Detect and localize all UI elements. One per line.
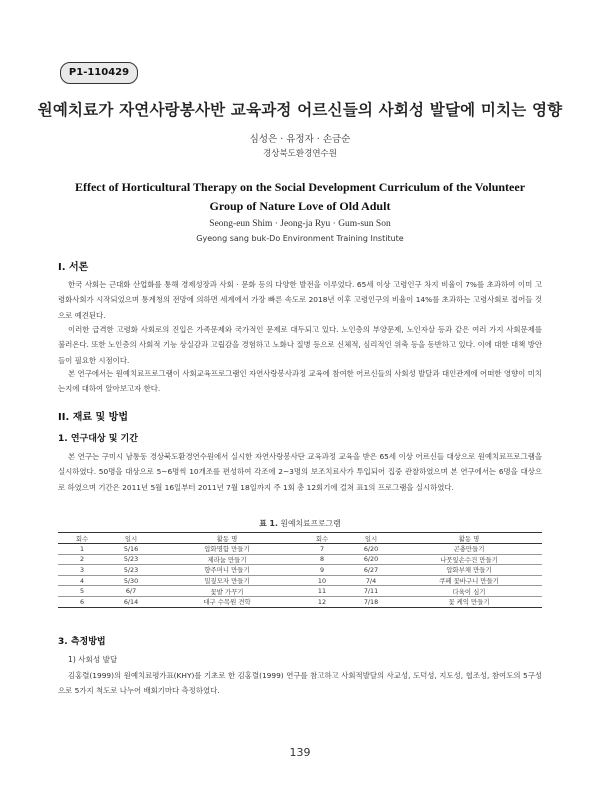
- table-cell: 1: [58, 544, 106, 555]
- table-cell: 7/11: [346, 586, 396, 597]
- section-methods-heading: II. 재료 및 방법: [58, 412, 128, 423]
- table-cell: 6: [58, 596, 106, 607]
- table-cell: 대구 수목원 견학: [156, 596, 298, 607]
- page-number: 139: [289, 746, 311, 759]
- table-row: [58, 586, 542, 597]
- subsection-subjects-heading: 1. 연구대상 및 기간: [58, 434, 138, 444]
- program-table: [58, 532, 542, 608]
- table-header: 활동 명: [396, 533, 542, 544]
- table-header: 회수: [58, 533, 106, 544]
- english-title-line-2: Group of Nature Love of Old Adult: [209, 199, 391, 213]
- english-title: [60, 178, 540, 216]
- table-header-row: [58, 533, 542, 544]
- table-cell: 4: [58, 575, 106, 586]
- table-cell: 압화명함 만들기: [156, 544, 298, 555]
- intro-paragraph-2: 이러한 급격한 고령화 사회로의 진입은 가족문제와 국가적인 문제로 대두되고 있다. 노인층의 부양문제, 노인자살 등과 같은 여러 가지 사회문제를 불러온다. 또한 노인층의 사회적 기능 상실감과 고립감을 경험하고 노화나 질병 등으로 신체적, 심리적인 위축 등을 동반하고 있다. 이에 대한 대책 방안들이 필요한 시점이다.: [58, 325, 542, 365]
- table-cell: 5/23: [106, 565, 156, 576]
- table-cell: 6/20: [346, 554, 396, 565]
- table-cell: 6/7: [106, 586, 156, 597]
- table-cell: 8: [298, 554, 346, 565]
- table-cell: 7/4: [346, 575, 396, 586]
- table-cell: 11: [298, 586, 346, 597]
- table-cell: 제라늄 만들기: [156, 554, 298, 565]
- table-cell: 5: [58, 586, 106, 597]
- table-cell: 꽃밭 가꾸기: [156, 586, 298, 597]
- intro-paragraph-1: 한국 사회는 근대화 산업화를 통해 경제성장과 사회 · 문화 등의 다양한 발전을 이루었다. 65세 이상 고령인구 차지 비율이 7%를 초과하여 이미 고령화사회가 시작되었으며 통계청의 전망에 의하면 세계에서 가장 빠른 속도로 2018년 이후 고령인구의 비율이 14%를 초과하는 고령사회로 접어들 것으로 예견된다.: [58, 280, 542, 320]
- table-cell: 5/23: [106, 554, 156, 565]
- table-caption-prefix: 표 1.: [259, 519, 278, 528]
- table-cell: 나뭇잎손수건 만들기: [396, 554, 542, 565]
- table-cell: 곤충만들기: [396, 544, 542, 555]
- section-introduction-heading: I. 서론: [58, 262, 89, 273]
- table-cell: 7/18: [346, 596, 396, 607]
- table-cell: 2: [58, 554, 106, 565]
- korean-title: 원예치료가 자연사랑봉사반 교육과정 어르신들의 사회성 발달에 미치는 영향: [37, 101, 563, 119]
- table-header: 일시: [346, 533, 396, 544]
- subjects-paragraph: 본 연구는 구미시 남통동 경상북도환경연수원에서 실시한 자연사랑봉사단 교육과정 교육을 받은 65세 이상 어르신들 대상으로 원예치료프로그램을 실시하였다. 50명을 대상으로 5~6명씩 10개조를 편성하여 각조에 2~3명의 보조치료사가 투입되어 집중 관찰하였으며 본 연구에서는 6명을 대상으로 하였으며 기간은 2011년 5월 16일부터 2011년 7월 18일까지 주 1회 총 12회기에 걸쳐 표1의 프로그램을 실시하였다.: [58, 452, 542, 492]
- measurement-item-social-development: 1) 사회성 발달: [68, 655, 118, 664]
- table-caption-text: 원예치료프로그램: [280, 519, 341, 528]
- intro-paragraph-3: 본 연구에서는 원예치료프로그램이 사회교육프로그램인 자연사랑봉사과정 교육에 참여한 어르신들의 사회성 발달과 대인관계에 어떠한 영향이 미치는지에 대하여 알아보고자 한다.: [58, 369, 542, 394]
- table-row: [58, 575, 542, 586]
- table-cell: 6/27: [346, 565, 396, 576]
- table-cell: 7: [298, 544, 346, 555]
- english-affiliation: Gyeong sang buk-Do Environment Training Institute: [196, 234, 404, 243]
- korean-authors: 심성은 · 유정자 · 손금순: [249, 134, 351, 145]
- table-row: [58, 544, 542, 555]
- table-header: 활동 명: [156, 533, 298, 544]
- table-cell: 압화부채 만들기: [396, 565, 542, 576]
- table-row: [58, 596, 542, 607]
- table-cell: 6/20: [346, 544, 396, 555]
- table-caption: [0, 518, 600, 529]
- korean-affiliation: 경상북도환경연수원: [263, 149, 337, 159]
- table-cell: 12: [298, 596, 346, 607]
- table-cell: 5/16: [106, 544, 156, 555]
- table-row: [58, 565, 542, 576]
- table-cell: 밀짚모자 만들기: [156, 575, 298, 586]
- table-cell: 9: [298, 565, 346, 576]
- table-header: 일시: [106, 533, 156, 544]
- table-cell: 3: [58, 565, 106, 576]
- abstract-code-badge: P1-110429: [60, 62, 138, 84]
- measurement-paragraph: 김홍렬(1999)의 원예치료평가표(KHY)를 기초로 한 김홍렬(1999) 연구를 참고하고 사회적발달의 사교성, 도덕성, 지도성, 협조성, 참여도의 5구성으로 5가지 척도로 나누어 배회기마다 측정하였다.: [58, 671, 542, 696]
- table-cell: 쿠페 꽃바구니 만들기: [396, 575, 542, 586]
- table-cell: 5/30: [106, 575, 156, 586]
- english-title-line-1: Effect of Horticultural Therapy on the Social Development Curriculum of the Volunteer: [74, 180, 526, 194]
- table-cell: 6/14: [106, 596, 156, 607]
- table-cell: 10: [298, 575, 346, 586]
- table-cell: 꽃 케익 만들기: [396, 596, 542, 607]
- table-header: 회수: [298, 533, 346, 544]
- subsection-measurement-heading: 3. 측정방법: [58, 637, 106, 647]
- table-cell: 향주머니 만들기: [156, 565, 298, 576]
- table-row: [58, 554, 542, 565]
- english-authors: Seong-eun Shim · Jeong-ja Ryu · Gum-sun Son: [209, 219, 391, 229]
- table-cell: 다육이 심기: [396, 586, 542, 597]
